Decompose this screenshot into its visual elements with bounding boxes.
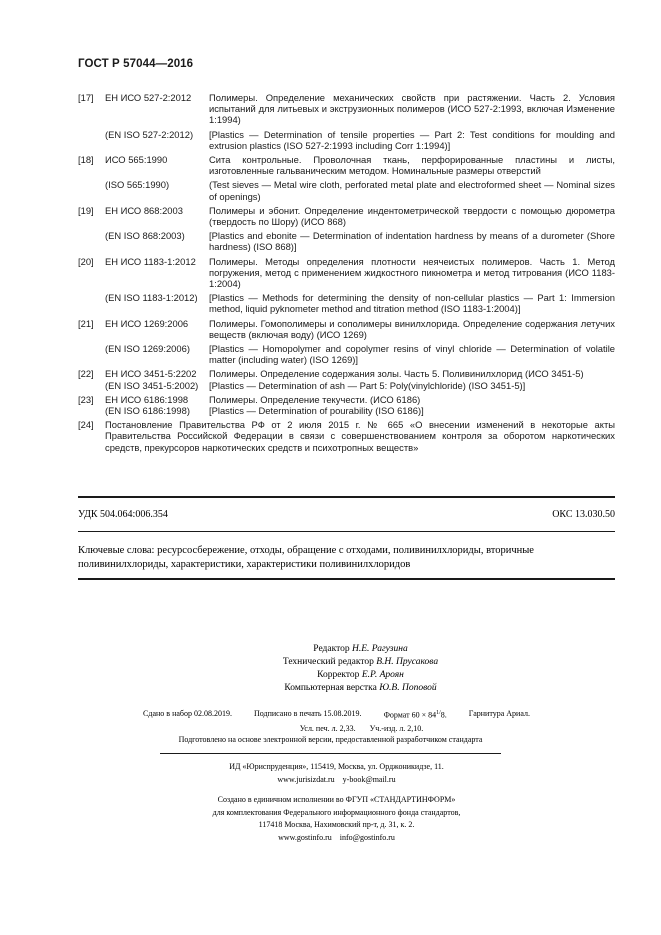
reference-code: (EN ISO 1183-1:2012)	[105, 292, 198, 304]
reference-number: [24]	[78, 419, 94, 431]
corrector-role: Корректор	[317, 670, 360, 680]
reference-code: ЕН ИСО 868:2003	[105, 204, 183, 216]
layout-name: Ю.В. Поповой	[379, 683, 437, 693]
producer-line-2: для комплектования Федерального информационного фонда стандартов,	[212, 807, 461, 817]
typeface: Гарнитура Ариал.	[468, 709, 530, 718]
corrector-line	[0, 669, 661, 682]
reference-code: (EN ISO 868:2003)	[105, 230, 185, 242]
reference-code: (EN ISO 3451-5:2002)	[105, 379, 199, 391]
set-date: Сдано в набор 02.08.2019.	[143, 709, 232, 718]
producer-email-link[interactable]: info@gostinfo.ru	[339, 832, 395, 842]
reference-number	[78, 405, 105, 416]
format-tail: 8	[440, 710, 445, 720]
reference-title: [Plastics — Determination of pourability (ISO 6186)]	[209, 405, 424, 417]
producer-address: 117418 Москва, Нахимовский пр-т, д. 31, к. 2.	[258, 820, 415, 829]
udc-code: УДК 504.064:006.354	[78, 509, 168, 520]
format-prefix: Формат 60 × 84	[383, 710, 437, 720]
tech-editor-role: Технический редактор	[282, 657, 374, 667]
reference-title: Полимеры. Методы определения плотности неячеистых полимеров. Часть 1. Метод погружения, метод с применением жидкостного пикнометра и метод титрования (ИСО 1183-1:2004)	[209, 255, 615, 290]
reference-title: Постановление Правительства РФ от 2 июля 2015 г. № 665 «О внесении изменений в некоторые акты Правительства Российской Федерации в связи с совершенствованием контроля за оборотом наркотических средств, прекурсоров наркотических средств и психотропных веществ»	[105, 419, 615, 453]
editor-name: Н.Е. Рагузина	[352, 644, 408, 654]
reference-code: ИСО 565:1990	[105, 154, 168, 166]
producer-contacts	[12, 832, 661, 845]
reference-number	[78, 343, 105, 365]
reference-number: [17]	[78, 92, 94, 103]
middle-rule	[78, 531, 615, 532]
bibliography-list	[78, 92, 615, 419]
tech-editor-line	[0, 656, 661, 669]
reference-number: [23]	[78, 393, 94, 405]
reference-number	[78, 380, 105, 391]
publisher-address: ИД «Юриспруденция», 115419, Москва, ул. Орджоникидзе, 11.	[229, 762, 444, 771]
reference-title: [Plastics — Methods for determining the density of non-cellular plastics — Part 1: Immersion method, liquid pyknometer method and titration method (ISO 1183-1:2004)]	[209, 292, 615, 315]
reference-code: (EN ISO 1269:2006)	[105, 343, 190, 355]
producer-line-1: Создано в единичном исполнении во ФГУП «СТАНДАРТИНФОРМ»	[217, 795, 456, 804]
printing-row-1	[0, 707, 661, 722]
top-rule	[78, 496, 615, 498]
reference-title: Сита контрольные. Проволочная ткань, перфорированные пластины и листы, изготовленные гальваническим методом. Номинальные размеры отверстий	[209, 154, 615, 177]
reference-number: [20]	[78, 255, 94, 267]
classification-row	[78, 509, 615, 520]
publisher-contacts	[12, 774, 661, 787]
producer-site-link[interactable]: www.gostinfo.ru	[278, 832, 332, 842]
reference-title: Полимеры. Гомополимеры и сополимеры винилхлорида. Определение содержания летучих веществ (включая воду) (ИСО 1269)	[209, 317, 615, 340]
reference-number: [19]	[78, 204, 94, 216]
credits-block	[0, 643, 661, 695]
reference-code: ЕН ИСО 6186:1998	[105, 393, 189, 405]
publisher-block	[0, 761, 661, 786]
oks-code: ОКС 13.030.50	[552, 509, 615, 520]
reference-code: ЕН ИСО 1183-1:2012	[105, 255, 196, 267]
reference-code: ЕН ИСО 1269:2006	[105, 317, 189, 329]
reference-title: Полимеры. Определение механических свойств при растяжении. Часть 2. Условия испытаний для литьевых и экструзионных полимеров (ИСО 527-2:1993, включая Изменение 1:1994)	[209, 92, 615, 126]
reference-code: ЕН ИСО 3451-5:2202	[105, 368, 197, 380]
printing-details	[0, 707, 661, 735]
sign-date: Подписано в печать 15.08.2019.	[253, 709, 362, 718]
reference-code: (ISO 565:1990)	[105, 179, 170, 191]
reference-code: ЕН ИСО 527-2:2012	[105, 92, 192, 103]
reference-number	[78, 292, 105, 314]
tech-editor-name: В.Н. Прусакова	[376, 657, 439, 667]
reference-title: (Test sieves — Metal wire cloth, perforated metal plate and electroformed sheet — Nominal sizes of openings)	[209, 179, 615, 202]
corrector-name: Е.Р. Ароян	[361, 670, 404, 680]
bottom-rule	[78, 578, 615, 580]
reference-number	[78, 179, 105, 201]
reference-number: [21]	[78, 317, 94, 329]
publisher-sheets: Уч.-изд. л. 2,10.	[369, 723, 424, 733]
publisher-site-link[interactable]: www.jurisizdat.ru	[277, 774, 335, 784]
printing-row-2	[0, 722, 661, 735]
footer-rule	[160, 753, 501, 754]
reference-title: [Plastics — Determination of ash — Part 5: Poly(vinylchloride) (ISO 3451-5)]	[209, 379, 526, 391]
paper-format: Формат $60 \times 84^{1/}8$.	[383, 710, 447, 720]
prepared-note: Подготовлено на основе электронной версии, предоставленной разработчиком стандарта	[178, 735, 483, 744]
layout-role: Компьютерная верстка	[284, 683, 377, 693]
producer-block	[0, 794, 661, 844]
publisher-email-link[interactable]: y-book@mail.ru	[342, 774, 396, 784]
reference-number: [18]	[78, 154, 94, 166]
editor-role: Редактор	[313, 644, 350, 654]
reference-code: (EN ISO 6186:1998)	[105, 405, 190, 417]
reference-title: Полимеры. Определение текучести. (ИСО 6186)	[209, 393, 421, 405]
reference-code: (EN ISO 527-2:2012)	[105, 128, 194, 140]
editor-line	[0, 643, 661, 656]
reference-title: Полимеры. Определение содержания золы. Часть 5. Поливинилхлорид (ИСО 3451-5)	[209, 368, 584, 380]
reference-number: [22]	[78, 368, 94, 380]
reference-title: [Plastics and ebonite — Determination of indentation hardness by means of a durometer (Shore hardness) (ISO 868)]	[209, 230, 615, 253]
standard-code-header: ГОСТ Р 57044—2016	[78, 58, 194, 70]
reference-title: Полимеры и эбонит. Определение индентометрической твердости с помощью дюрометра (твердость по Шору) (ИСО 868)	[209, 204, 615, 228]
bibliography-item-24	[78, 419, 615, 456]
reference-number	[78, 129, 105, 151]
reference-title: [Plastics — Homopolymer and copolymer resins of vinyl chloride — Determination of volatile matter (including water) (ISO 1269)]	[209, 343, 615, 366]
layout-line	[0, 682, 661, 695]
keywords-paragraph: Ключевые слова: ресурсосбережение, отходы, обращение с отходами, поливинилхлориды, вторичные поливинилхлориды, характеристики, характеристики поливинилхлоридов	[78, 545, 534, 570]
reference-number	[78, 230, 105, 252]
reference-title: [Plastics — Determination of tensile properties — Part 2: Test conditions for moulding and extrusion plastics (ISO 527-2:1993 including Corr 1:1994)]	[209, 128, 615, 151]
print-sheets: Усл. печ. л. 2,33.	[299, 723, 356, 733]
format-fraction: 1/	[436, 710, 441, 716]
